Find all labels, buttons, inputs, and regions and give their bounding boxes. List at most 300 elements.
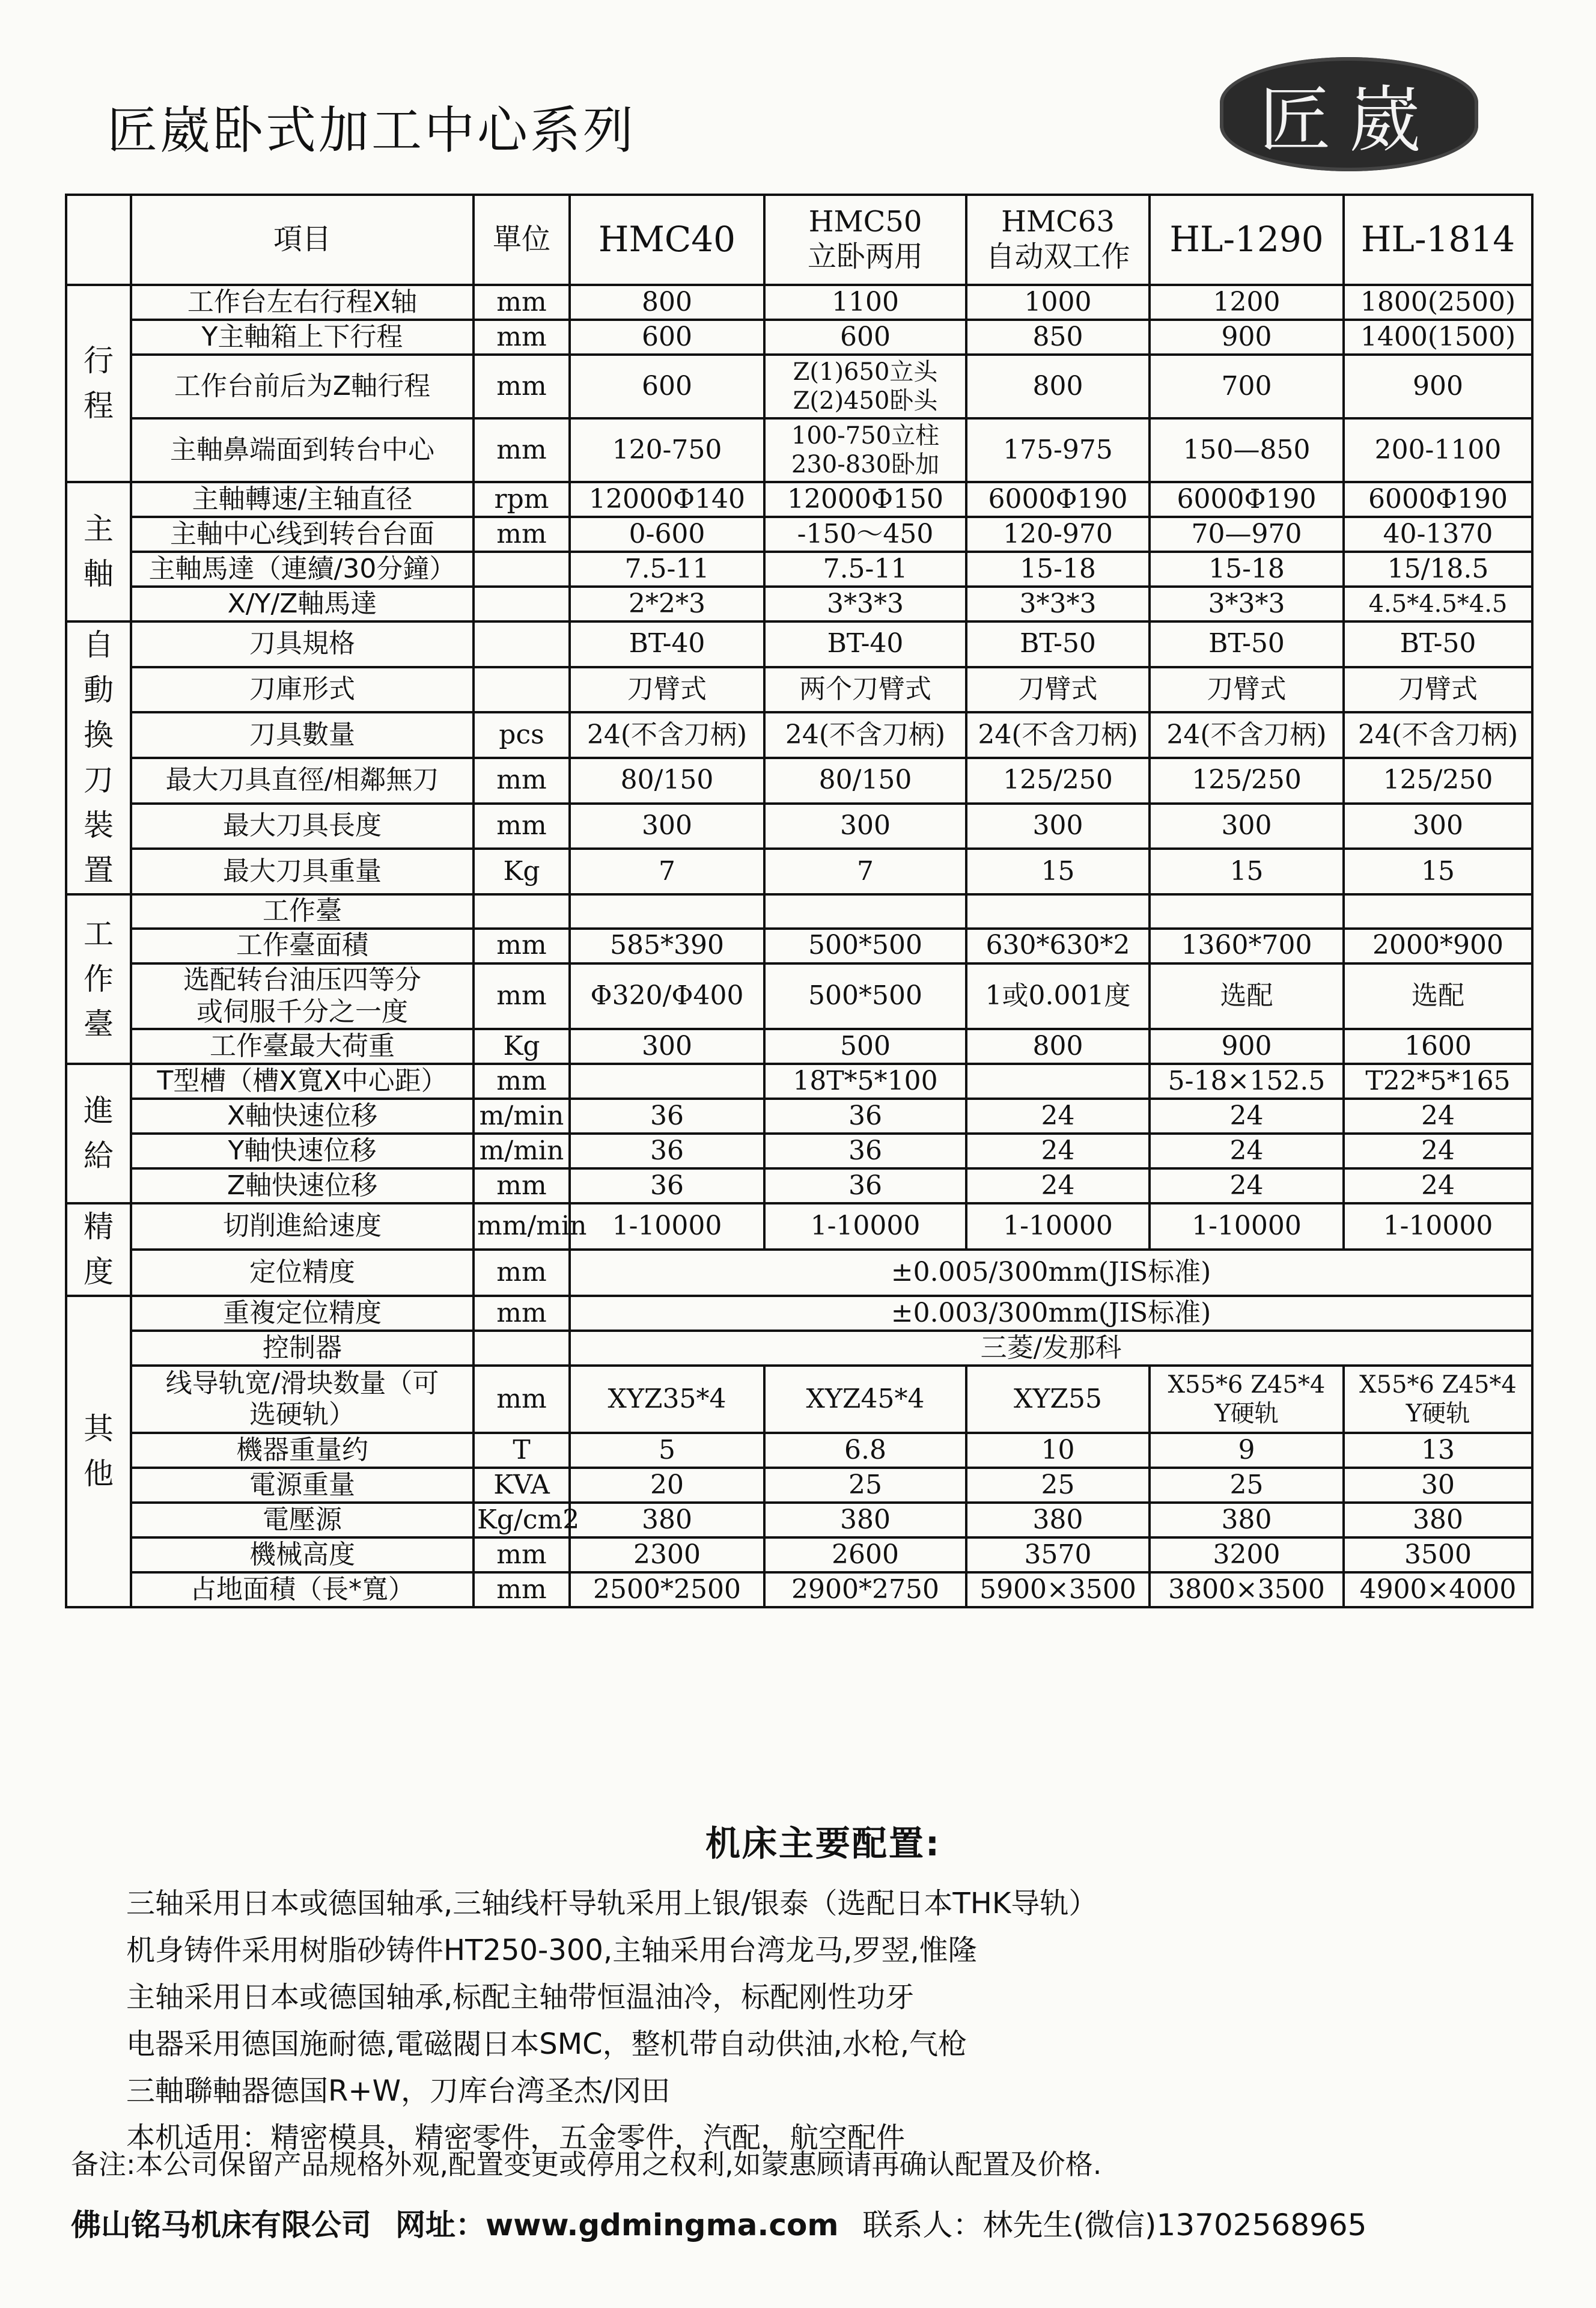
section-char: 刀 (84, 763, 114, 798)
row-value: 24 (966, 1168, 1150, 1203)
row-item: 最大刀具直徑/相鄰無刀 (131, 758, 474, 804)
row-unit (474, 667, 570, 713)
row-item: 主軸轉速/主轴直径 (131, 482, 474, 517)
section-char: 換 (84, 718, 114, 753)
row-value: 选配 (1344, 963, 1532, 1030)
header-model (570, 195, 764, 285)
cell-line: Y硬轨 (1406, 1400, 1470, 1428)
row-value: 1-10000 (764, 1203, 966, 1250)
model-name: HMC40 (598, 219, 736, 260)
cell-line: Y硬轨 (1214, 1400, 1279, 1428)
row-item: Y主軸箱上下行程 (131, 320, 474, 355)
row-value (570, 894, 764, 929)
section-char: 他 (84, 1456, 114, 1492)
section-label (66, 894, 131, 1064)
row-value: BT-50 (966, 621, 1150, 667)
row-item: X軸快速位移 (131, 1099, 474, 1134)
header-model (966, 195, 1150, 285)
row-value: 1-10000 (570, 1203, 764, 1250)
row-value: 380 (966, 1503, 1150, 1537)
row-value: 15-18 (1150, 552, 1344, 587)
table-row (66, 758, 1532, 804)
row-value: 25 (1150, 1468, 1344, 1503)
config-section (126, 1815, 1508, 2161)
row-item: 電壓源 (131, 1503, 474, 1537)
row-value: XYZ55 (966, 1366, 1150, 1433)
row-item: 重複定位精度 (131, 1296, 474, 1331)
row-value: 15/18.5 (1344, 552, 1532, 587)
row-unit (474, 1331, 570, 1366)
table-row (66, 1250, 1532, 1296)
row-value: 24(不含刀柄) (764, 712, 966, 758)
row-value: 24 (1150, 1099, 1344, 1134)
row-item: 主軸鼻端面到转台中心 (131, 418, 474, 482)
header-model (1344, 195, 1532, 285)
row-value: 600 (764, 320, 966, 355)
row-unit: m/min (474, 1099, 570, 1134)
section-label (66, 1064, 131, 1203)
row-unit (474, 894, 570, 929)
table-row (66, 320, 1532, 355)
section-char: 進 (84, 1093, 114, 1129)
disclaimer-note: 备注:本公司保留产品规格外观,配置变更或停用之权利,如蒙惠顾请再确认配置及价格. (71, 2148, 1102, 2181)
section-char: 自 (84, 627, 114, 662)
row-value: 1-10000 (1150, 1203, 1344, 1250)
row-value: 800 (570, 285, 764, 320)
row-value: 3*3*3 (1150, 587, 1344, 621)
table-row (66, 1537, 1532, 1572)
row-value (570, 1064, 764, 1099)
footer (71, 2201, 1366, 2244)
row-value: 36 (764, 1099, 966, 1134)
row-value (1344, 894, 1532, 929)
row-value: 25 (764, 1468, 966, 1503)
row-unit: KVA (474, 1468, 570, 1503)
row-value (764, 355, 966, 418)
row-unit: Kg (474, 1029, 570, 1064)
row-unit: mm (474, 285, 570, 320)
section-char: 置 (84, 853, 114, 888)
row-unit: mm (474, 517, 570, 552)
row-value: 630*630*2 (966, 929, 1150, 963)
row-value: 24 (966, 1099, 1150, 1134)
table-row (66, 1572, 1532, 1607)
table-row (66, 929, 1532, 963)
row-value: 10 (966, 1433, 1150, 1468)
row-item: Z軸快速位移 (131, 1168, 474, 1203)
table-row (66, 418, 1532, 482)
row-value: 380 (764, 1503, 966, 1537)
row-value: 20 (570, 1468, 764, 1503)
row-item: 工作臺最大荷重 (131, 1029, 474, 1064)
row-unit (474, 552, 570, 587)
brand-logo: 匠崴 (1220, 57, 1478, 171)
row-value: 40-1370 (1344, 517, 1532, 552)
row-value: 500 (764, 1029, 966, 1064)
config-list (126, 1880, 1508, 2161)
row-value: 24(不含刀柄) (570, 712, 764, 758)
row-value: 700 (1150, 355, 1344, 418)
row-item: 最大刀具長度 (131, 804, 474, 849)
cell-line: 100-750立柱 (791, 422, 940, 450)
row-value: 刀臂式 (966, 667, 1150, 713)
table-row (66, 285, 1532, 320)
table-row (66, 1331, 1532, 1366)
row-value: 5900×3500 (966, 1572, 1150, 1607)
model-name: HMC50 (808, 205, 922, 239)
row-value: 5-18×152.5 (1150, 1064, 1344, 1099)
row-value: 24(不含刀柄) (1150, 712, 1344, 758)
row-value: 125/250 (1344, 758, 1532, 804)
row-value: 15 (1344, 849, 1532, 894)
row-unit: mm (474, 1366, 570, 1433)
row-value: 120-750 (570, 418, 764, 482)
config-line: 主轴采用日本或德国轴承,标配主轴带恒温油冷，标配刚性功牙 (126, 1980, 915, 2014)
row-value: BT-50 (1344, 621, 1532, 667)
row-value: 6000Φ190 (966, 482, 1150, 517)
row-value: 2900*2750 (764, 1572, 966, 1607)
company-name: 佛山铭马机床有限公司 (71, 2208, 371, 2242)
row-value: 800 (966, 1029, 1150, 1064)
row-unit: m/min (474, 1134, 570, 1168)
row-item (131, 1366, 474, 1433)
row-value: 300 (966, 804, 1150, 849)
row-value: 125/250 (966, 758, 1150, 804)
row-value: 6000Φ190 (1150, 482, 1344, 517)
row-unit: rpm (474, 482, 570, 517)
row-value: 选配 (1150, 963, 1344, 1030)
row-value: T22*5*165 (1344, 1064, 1532, 1099)
row-value: 7 (764, 849, 966, 894)
cell-line: 或伺服千分之一度 (196, 996, 408, 1027)
table-row (66, 1503, 1532, 1537)
row-value: 12000Φ140 (570, 482, 764, 517)
row-value: 80/150 (764, 758, 966, 804)
table-row (66, 1296, 1532, 1331)
website-link[interactable]: www.gdmingma.com (486, 2208, 839, 2242)
row-value: 600 (570, 320, 764, 355)
config-heading: 机床主要配置: (705, 1823, 942, 1864)
row-item: 工作台左右行程X轴 (131, 285, 474, 320)
row-value: 18T*5*100 (764, 1064, 966, 1099)
section-char: 作 (84, 961, 114, 997)
row-value: 15 (1150, 849, 1344, 894)
section-char: 主 (84, 511, 114, 546)
row-value (764, 894, 966, 929)
table-row (66, 804, 1532, 849)
row-value: 585*390 (570, 929, 764, 963)
row-item: 機器重量约 (131, 1433, 474, 1468)
row-value: 刀臂式 (1150, 667, 1344, 713)
row-value: 24(不含刀柄) (1344, 712, 1532, 758)
table-row (66, 552, 1532, 587)
row-value: 150—850 (1150, 418, 1344, 482)
row-item: 定位精度 (131, 1250, 474, 1296)
row-item: 刀具規格 (131, 621, 474, 667)
row-value: 15-18 (966, 552, 1150, 587)
section-label (66, 1296, 131, 1607)
cell-line: 线导轨宽/滑块数量（可 (165, 1367, 439, 1399)
section-char: 動 (84, 673, 114, 707)
section-char: 行 (84, 343, 114, 378)
row-value: 24 (1344, 1168, 1532, 1203)
section-label (66, 621, 131, 894)
table-row (66, 667, 1532, 713)
row-unit (474, 621, 570, 667)
row-value: 30 (1344, 1468, 1532, 1503)
row-value: 2*2*3 (570, 587, 764, 621)
row-value: 380 (1344, 1503, 1532, 1537)
row-item (131, 963, 474, 1030)
row-value: 3*3*3 (764, 587, 966, 621)
table-row (66, 1468, 1532, 1503)
row-unit: pcs (474, 712, 570, 758)
row-value: 125/250 (1150, 758, 1344, 804)
row-value: BT-40 (570, 621, 764, 667)
row-value: 300 (1150, 804, 1344, 849)
row-value: 1000 (966, 285, 1150, 320)
config-line: 电器采用德国施耐德,電磁閥日本SMC，整机带自动供油,水枪,气枪 (126, 2027, 967, 2061)
row-value: 36 (764, 1134, 966, 1168)
section-char: 工 (84, 916, 114, 951)
row-value: 0-600 (570, 517, 764, 552)
row-value: 80/150 (570, 758, 764, 804)
row-value (1150, 1366, 1344, 1433)
row-value: 175-975 (966, 418, 1150, 482)
row-value: 2300 (570, 1537, 764, 1572)
model-name: HMC63 (1001, 205, 1115, 239)
model-subtitle: 自动双工作 (985, 240, 1130, 273)
row-item: 最大刀具重量 (131, 849, 474, 894)
row-unit: Kg/cm2 (474, 1503, 570, 1537)
table-row (66, 712, 1532, 758)
section-char: 其 (84, 1411, 114, 1447)
row-unit (474, 587, 570, 621)
row-item: 刀具數量 (131, 712, 474, 758)
row-span-value: ±0.005/300mm(JIS标准) (570, 1250, 1532, 1296)
row-value: 2000*900 (1344, 929, 1532, 963)
row-value (966, 894, 1150, 929)
row-item: 電源重量 (131, 1468, 474, 1503)
cell-line: 选硬轨） (249, 1399, 355, 1430)
row-value: XYZ35*4 (570, 1366, 764, 1433)
cell-line: 选配转台油压四等分 (183, 964, 421, 995)
section-char: 給 (84, 1138, 114, 1174)
section-char: 臺 (84, 1006, 114, 1042)
row-value: 900 (1150, 1029, 1344, 1064)
section-label (66, 1203, 131, 1296)
section-char: 精 (84, 1209, 114, 1245)
row-unit: Kg (474, 849, 570, 894)
row-item: 工作臺 (131, 894, 474, 929)
model-subtitle: 立卧两用 (807, 240, 923, 273)
row-value: 刀臂式 (570, 667, 764, 713)
row-unit: mm (474, 355, 570, 418)
row-value: -150～450 (764, 517, 966, 552)
row-value: 24 (1150, 1134, 1344, 1168)
row-value: 3500 (1344, 1537, 1532, 1572)
row-value: 500*500 (764, 929, 966, 963)
row-item: T型槽（槽X寬X中心距） (131, 1064, 474, 1099)
row-value: 9 (1150, 1433, 1344, 1468)
row-value: Φ320/Φ400 (570, 963, 764, 1030)
row-value: 24 (1344, 1134, 1532, 1168)
row-item: 主軸中心线到转台台面 (131, 517, 474, 552)
row-value: 36 (570, 1099, 764, 1134)
header-item: 項目 (131, 195, 474, 285)
row-value: 300 (764, 804, 966, 849)
row-value: 4900×4000 (1344, 1572, 1532, 1607)
model-name: HL-1814 (1360, 219, 1515, 260)
row-value: 7.5-11 (570, 552, 764, 587)
row-value: 6000Φ190 (1344, 482, 1532, 517)
section-label (66, 482, 131, 621)
row-unit: mm (474, 320, 570, 355)
row-value (1344, 1366, 1532, 1433)
row-value: 300 (570, 1029, 764, 1064)
row-unit: mm/min (474, 1203, 570, 1250)
row-value: 900 (1150, 320, 1344, 355)
header-row (66, 195, 1532, 285)
row-value: XYZ45*4 (764, 1366, 966, 1433)
row-value: 7.5-11 (764, 552, 966, 587)
table-row (66, 1064, 1532, 1099)
row-unit: mm (474, 929, 570, 963)
table-row (66, 1433, 1532, 1468)
row-value: 3570 (966, 1537, 1150, 1572)
row-unit: mm (474, 804, 570, 849)
config-line: 本机适用：精密模具，精密零件，五金零件，汽配，航空配件 (126, 2121, 906, 2155)
row-unit: mm (474, 418, 570, 482)
row-value: 600 (570, 355, 764, 418)
table-row (66, 1203, 1532, 1250)
row-value: 3800×3500 (1150, 1572, 1344, 1607)
header-unit: 單位 (474, 195, 570, 285)
row-value: 4.5*4.5*4.5 (1344, 587, 1532, 621)
section-label (66, 285, 131, 482)
table-row (66, 587, 1532, 621)
table-row (66, 1029, 1532, 1064)
model-name: HL-1290 (1169, 219, 1324, 260)
table-row (66, 1099, 1532, 1134)
row-value: 380 (570, 1503, 764, 1537)
section-char: 度 (84, 1254, 114, 1290)
row-value: 1100 (764, 285, 966, 320)
row-unit: mm (474, 963, 570, 1030)
table-row (66, 355, 1532, 418)
row-value: 900 (1344, 355, 1532, 418)
row-item: 主軸馬達（連續/30分鐘） (131, 552, 474, 587)
row-value: 刀臂式 (1344, 667, 1532, 713)
row-value: 36 (570, 1134, 764, 1168)
row-unit: mm (474, 1537, 570, 1572)
row-value: 3200 (1150, 1537, 1344, 1572)
row-unit: mm (474, 1296, 570, 1331)
row-unit: mm (474, 758, 570, 804)
table-row (66, 894, 1532, 929)
row-unit: T (474, 1433, 570, 1468)
header-corner (66, 195, 131, 285)
row-item: 刀庫形式 (131, 667, 474, 713)
row-span-value: ±0.003/300mm(JIS标准) (570, 1296, 1532, 1331)
row-value: 13 (1344, 1433, 1532, 1468)
row-value (764, 418, 966, 482)
row-value: BT-50 (1150, 621, 1344, 667)
row-value: 6.8 (764, 1433, 966, 1468)
row-item: 機械高度 (131, 1537, 474, 1572)
row-value: 15 (966, 849, 1150, 894)
row-value: 300 (570, 804, 764, 849)
row-value: 1-10000 (966, 1203, 1150, 1250)
row-value: 24 (1150, 1168, 1344, 1203)
row-span-value: 三菱/发那科 (570, 1331, 1532, 1366)
row-value: 1600 (1344, 1029, 1532, 1064)
page-title: 匠崴卧式加工中心系列 (107, 101, 636, 160)
table-row (66, 1134, 1532, 1168)
row-value: 24 (966, 1134, 1150, 1168)
row-value: 500*500 (764, 963, 966, 1030)
row-item: X/Y/Z軸馬達 (131, 587, 474, 621)
row-value: 24 (1344, 1099, 1532, 1134)
row-item: 工作臺面積 (131, 929, 474, 963)
row-item: Y軸快速位移 (131, 1134, 474, 1168)
row-value: 7 (570, 849, 764, 894)
row-value: 1800(2500) (1344, 285, 1532, 320)
section-char: 軸 (84, 557, 114, 591)
row-unit: mm (474, 1168, 570, 1203)
row-value: 12000Φ150 (764, 482, 966, 517)
row-value: 2600 (764, 1537, 966, 1572)
table-row (66, 1168, 1532, 1203)
row-value: 70—970 (1150, 517, 1344, 552)
table-row (66, 621, 1532, 667)
row-value: 300 (1344, 804, 1532, 849)
cell-line: Z(1)650立头 (793, 358, 938, 386)
row-value: 800 (966, 355, 1150, 418)
row-item: 切削進給速度 (131, 1203, 474, 1250)
row-value: 1或0.001度 (966, 963, 1150, 1030)
row-value: 120-970 (966, 517, 1150, 552)
cell-line: X55*6 Z45*4 (1359, 1371, 1517, 1399)
row-value: 2500*2500 (570, 1572, 764, 1607)
spec-table (65, 194, 1534, 1608)
row-value: 两个刀臂式 (764, 667, 966, 713)
row-unit: mm (474, 1250, 570, 1296)
cell-line: 230-830卧加 (791, 451, 940, 478)
section-char: 程 (84, 388, 114, 423)
row-unit: mm (474, 1064, 570, 1099)
cell-line: Z(2)450卧头 (793, 387, 938, 415)
cell-line: X55*6 Z45*4 (1168, 1371, 1326, 1399)
header-model (764, 195, 966, 285)
table-row (66, 517, 1532, 552)
row-value: 24(不含刀柄) (966, 712, 1150, 758)
config-line: 三轴采用日本或德国轴承,三轴线杆导轨采用上银/银泰（选配日本THK导轨） (126, 1887, 1098, 1920)
row-value: 36 (764, 1168, 966, 1203)
header-model (1150, 195, 1344, 285)
table-row (66, 963, 1532, 1030)
row-value: 200-1100 (1344, 418, 1532, 482)
table-row (66, 849, 1532, 894)
config-line: 机身铸件采用树脂砂铸件HT250-300,主轴采用台湾龙马,罗翌,惟隆 (126, 1934, 977, 1967)
config-line: 三軸聯軸器德国R+W，刀库台湾圣杰/冈田 (126, 2074, 671, 2108)
contact-info: 联系人：林先生(微信)13702568965 (862, 2208, 1367, 2242)
row-value: BT-40 (764, 621, 966, 667)
row-value: 36 (570, 1168, 764, 1203)
row-item: 占地面積（長*寬） (131, 1572, 474, 1607)
row-item: 控制器 (131, 1331, 474, 1366)
row-value: 850 (966, 320, 1150, 355)
